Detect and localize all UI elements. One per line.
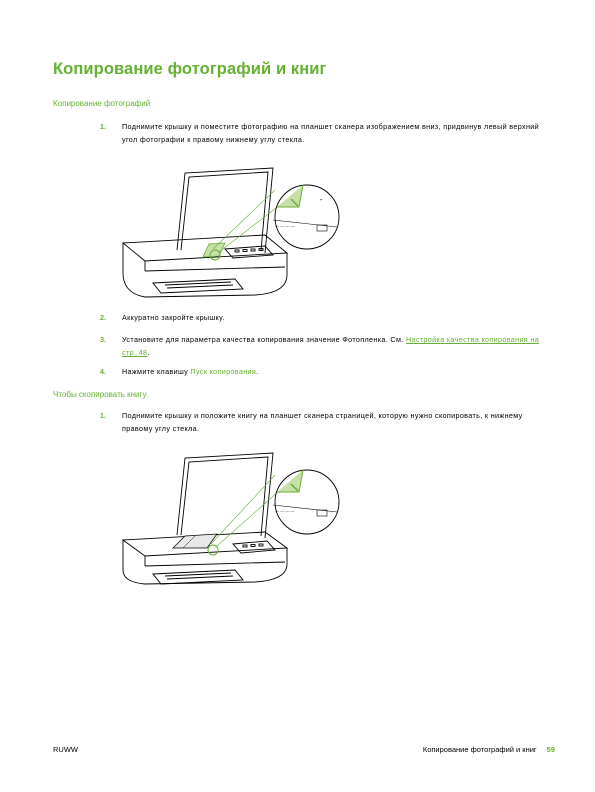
step-text: Поднимите крышку и положите книгу на планшет сканера страницей, которую нужно скопировать, к нижнему правому углу стекла. [122, 411, 523, 433]
svg-text:― ― ― ―: ― ― ― ― [275, 508, 295, 513]
page-title: Копирование фотографий и книг [53, 60, 327, 78]
step-text: Установите для параметра качества копирования значение Фотопленка. См. [122, 335, 406, 344]
step-text: Аккуратно закройте крышку. [122, 313, 225, 322]
step-number: 2. [100, 313, 106, 322]
page-number: 59 [546, 745, 555, 754]
step-number: 1. [100, 411, 106, 420]
footer-right [423, 745, 555, 754]
step-number: 3. [100, 335, 106, 344]
step-number: 1. [100, 122, 106, 131]
step-text-end: . [147, 348, 150, 357]
section-heading-book: Чтобы скопировать книгу [53, 390, 147, 399]
section-heading-photos: Копирование фотографий [53, 99, 151, 108]
start-copy-key: Пуск копирования [190, 367, 257, 376]
svg-text:― ― ― ―: ― ― ― ― [275, 223, 295, 228]
step-number: 4. [100, 367, 106, 376]
step-text-end: . [256, 367, 259, 376]
scanner-book-illustration [115, 450, 355, 590]
footer-section-title: Копирование фотографий и книг [422, 745, 537, 754]
scanner-photo-illustration [115, 165, 355, 305]
step-text: Поднимите крышку и поместите фотографию на планшет сканера изображением вниз, придвинув левый верхний угол фотографии к правому нижнему углу стекла. [122, 122, 540, 144]
step-text: Нажмите клавишу [122, 367, 191, 376]
footer-left: RUWW [53, 745, 78, 754]
svg-text:⌐: ⌐ [320, 197, 323, 203]
quality-settings-link[interactable]: Настройка качества копирования на стр. 48 [122, 335, 540, 357]
